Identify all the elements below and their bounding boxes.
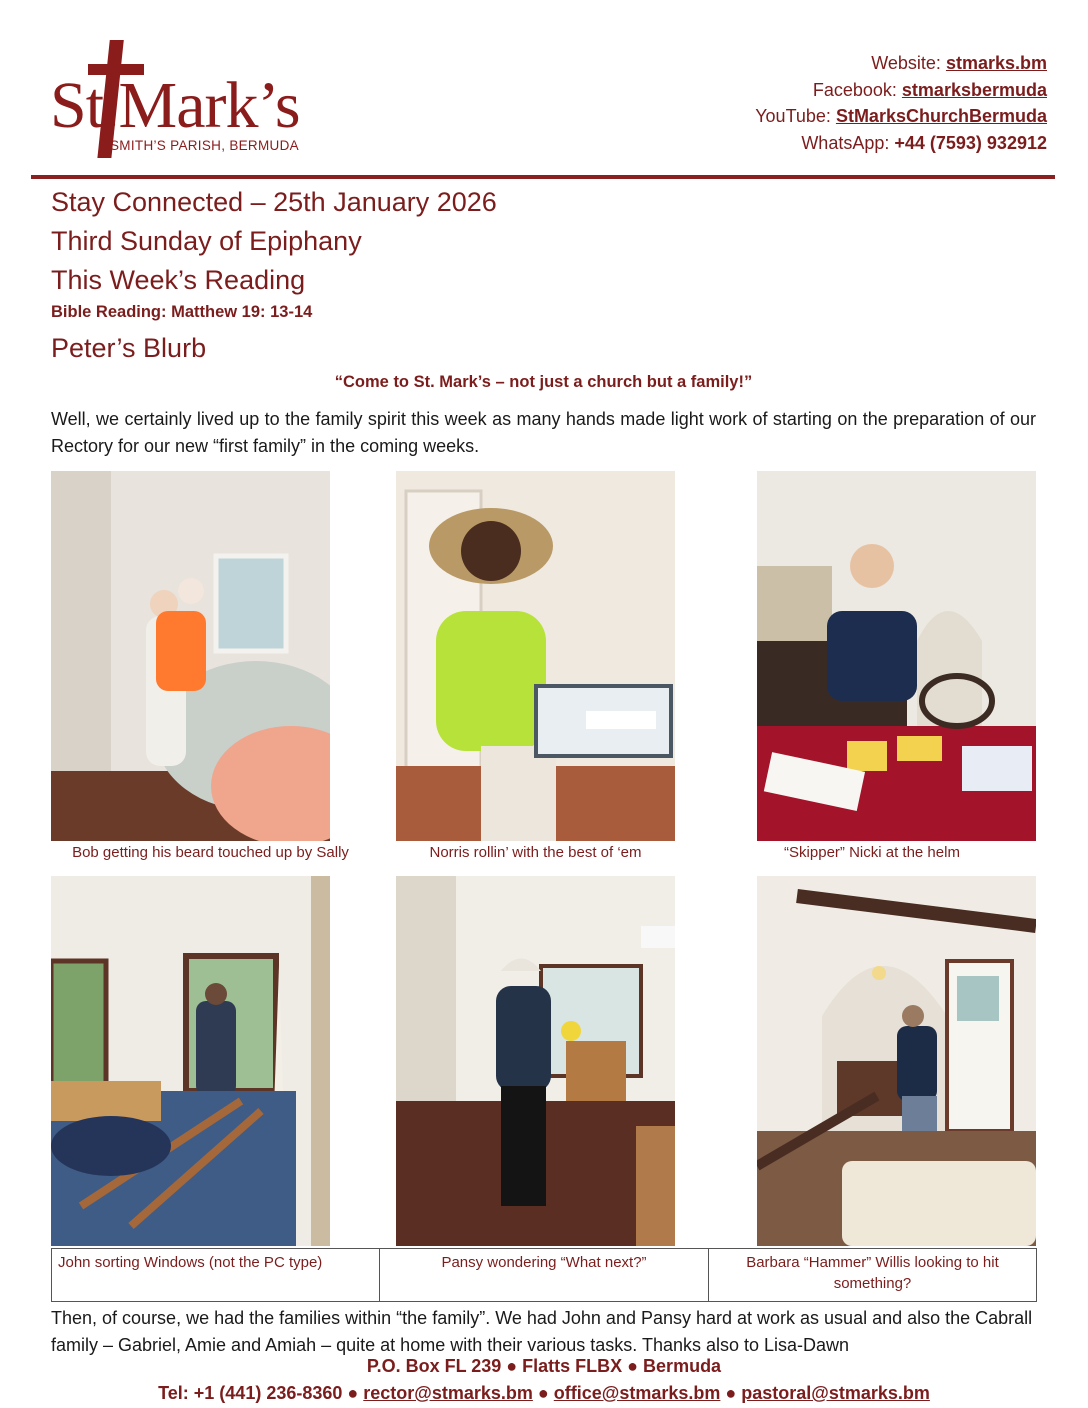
footer-sep: ● xyxy=(342,1383,364,1403)
footer-contact xyxy=(0,1383,1088,1404)
caption-john: John sorting Windows (not the PC type) xyxy=(51,1248,380,1302)
blurb-quote: “Come to St. Mark’s – not just a church but a family!” xyxy=(334,373,753,391)
website-link[interactable]: stmarks.bm xyxy=(945,53,1047,73)
caption-nicki: “Skipper” Nicki at the helm xyxy=(784,844,960,861)
footer-tel: Tel: +1 (441) 236-8360 xyxy=(158,1383,343,1403)
whatsapp-number: +44 (7593) 932912 xyxy=(894,132,1047,153)
youtube-row xyxy=(755,103,1047,130)
email-office-link[interactable]: office@stmarks.bm xyxy=(553,1383,721,1403)
sunday-heading: Third Sunday of Epiphany xyxy=(51,226,362,256)
header-divider xyxy=(31,175,1055,179)
caption-barbara: Barbara “Hammer” Willis looking to hit something? xyxy=(708,1248,1037,1302)
caption-norris: Norris rollin’ with the best of ‘em xyxy=(429,844,642,861)
footer-sep: ● xyxy=(532,1383,554,1403)
youtube-label: YouTube: xyxy=(755,106,836,126)
caption-bob-sally: Bob getting his beard touched up by Sally xyxy=(72,844,349,861)
email-pastoral-link[interactable]: pastoral@stmarks.bm xyxy=(741,1383,930,1403)
footer-sep: ● xyxy=(720,1383,742,1403)
caption-pansy: Pansy wondering “What next?” xyxy=(379,1248,709,1302)
contact-links xyxy=(755,50,1047,156)
facebook-label: Facebook: xyxy=(812,79,902,100)
blurb-heading: Peter’s Blurb xyxy=(51,333,207,363)
reading-heading: This Week’s Reading xyxy=(51,265,306,295)
photo-bob-sally xyxy=(51,471,330,841)
whatsapp-label: WhatsApp: xyxy=(801,132,895,153)
church-logo xyxy=(50,38,340,162)
closing-paragraph: Then, of course, we had the families within “the family”. We had John and Pansy hard at work as usual and also the Cabrall family – Gabriel, Amie and Amiah – quite at home with their various tasks. Thanks also to Lisa-Dawn xyxy=(51,1308,1033,1355)
youtube-link[interactable]: StMarksChurchBermuda xyxy=(835,106,1047,126)
photo-pansy xyxy=(396,876,675,1246)
website-label: Website: xyxy=(871,53,946,73)
photo-norris xyxy=(396,471,675,841)
logo-subtitle: SMITH’S PARISH, BERMUDA xyxy=(110,138,299,153)
facebook-row xyxy=(755,77,1047,104)
logo-wordmark: St.Mark’s xyxy=(50,69,300,142)
photo-barbara xyxy=(757,876,1036,1246)
photo-nicki xyxy=(757,471,1036,841)
website-row xyxy=(755,50,1047,77)
footer-address: P.O. Box FL 239 ● Flatts FLBX ● Bermuda xyxy=(366,1356,722,1376)
newsletter-title: Stay Connected – 25th January 2026 xyxy=(51,187,497,217)
bible-reading: Bible Reading: Matthew 19: 13-14 xyxy=(51,303,313,321)
photo-john xyxy=(51,876,330,1246)
facebook-link[interactable]: stmarksbermuda xyxy=(901,79,1047,100)
email-rector-link[interactable]: rector@stmarks.bm xyxy=(363,1383,533,1403)
intro-paragraph: Well, we certainly lived up to the family spirit this week as many hands made light work of starting on the preparation of our Rectory for our new “first family” in the coming weeks. xyxy=(51,409,1036,456)
whatsapp-row xyxy=(755,130,1047,157)
